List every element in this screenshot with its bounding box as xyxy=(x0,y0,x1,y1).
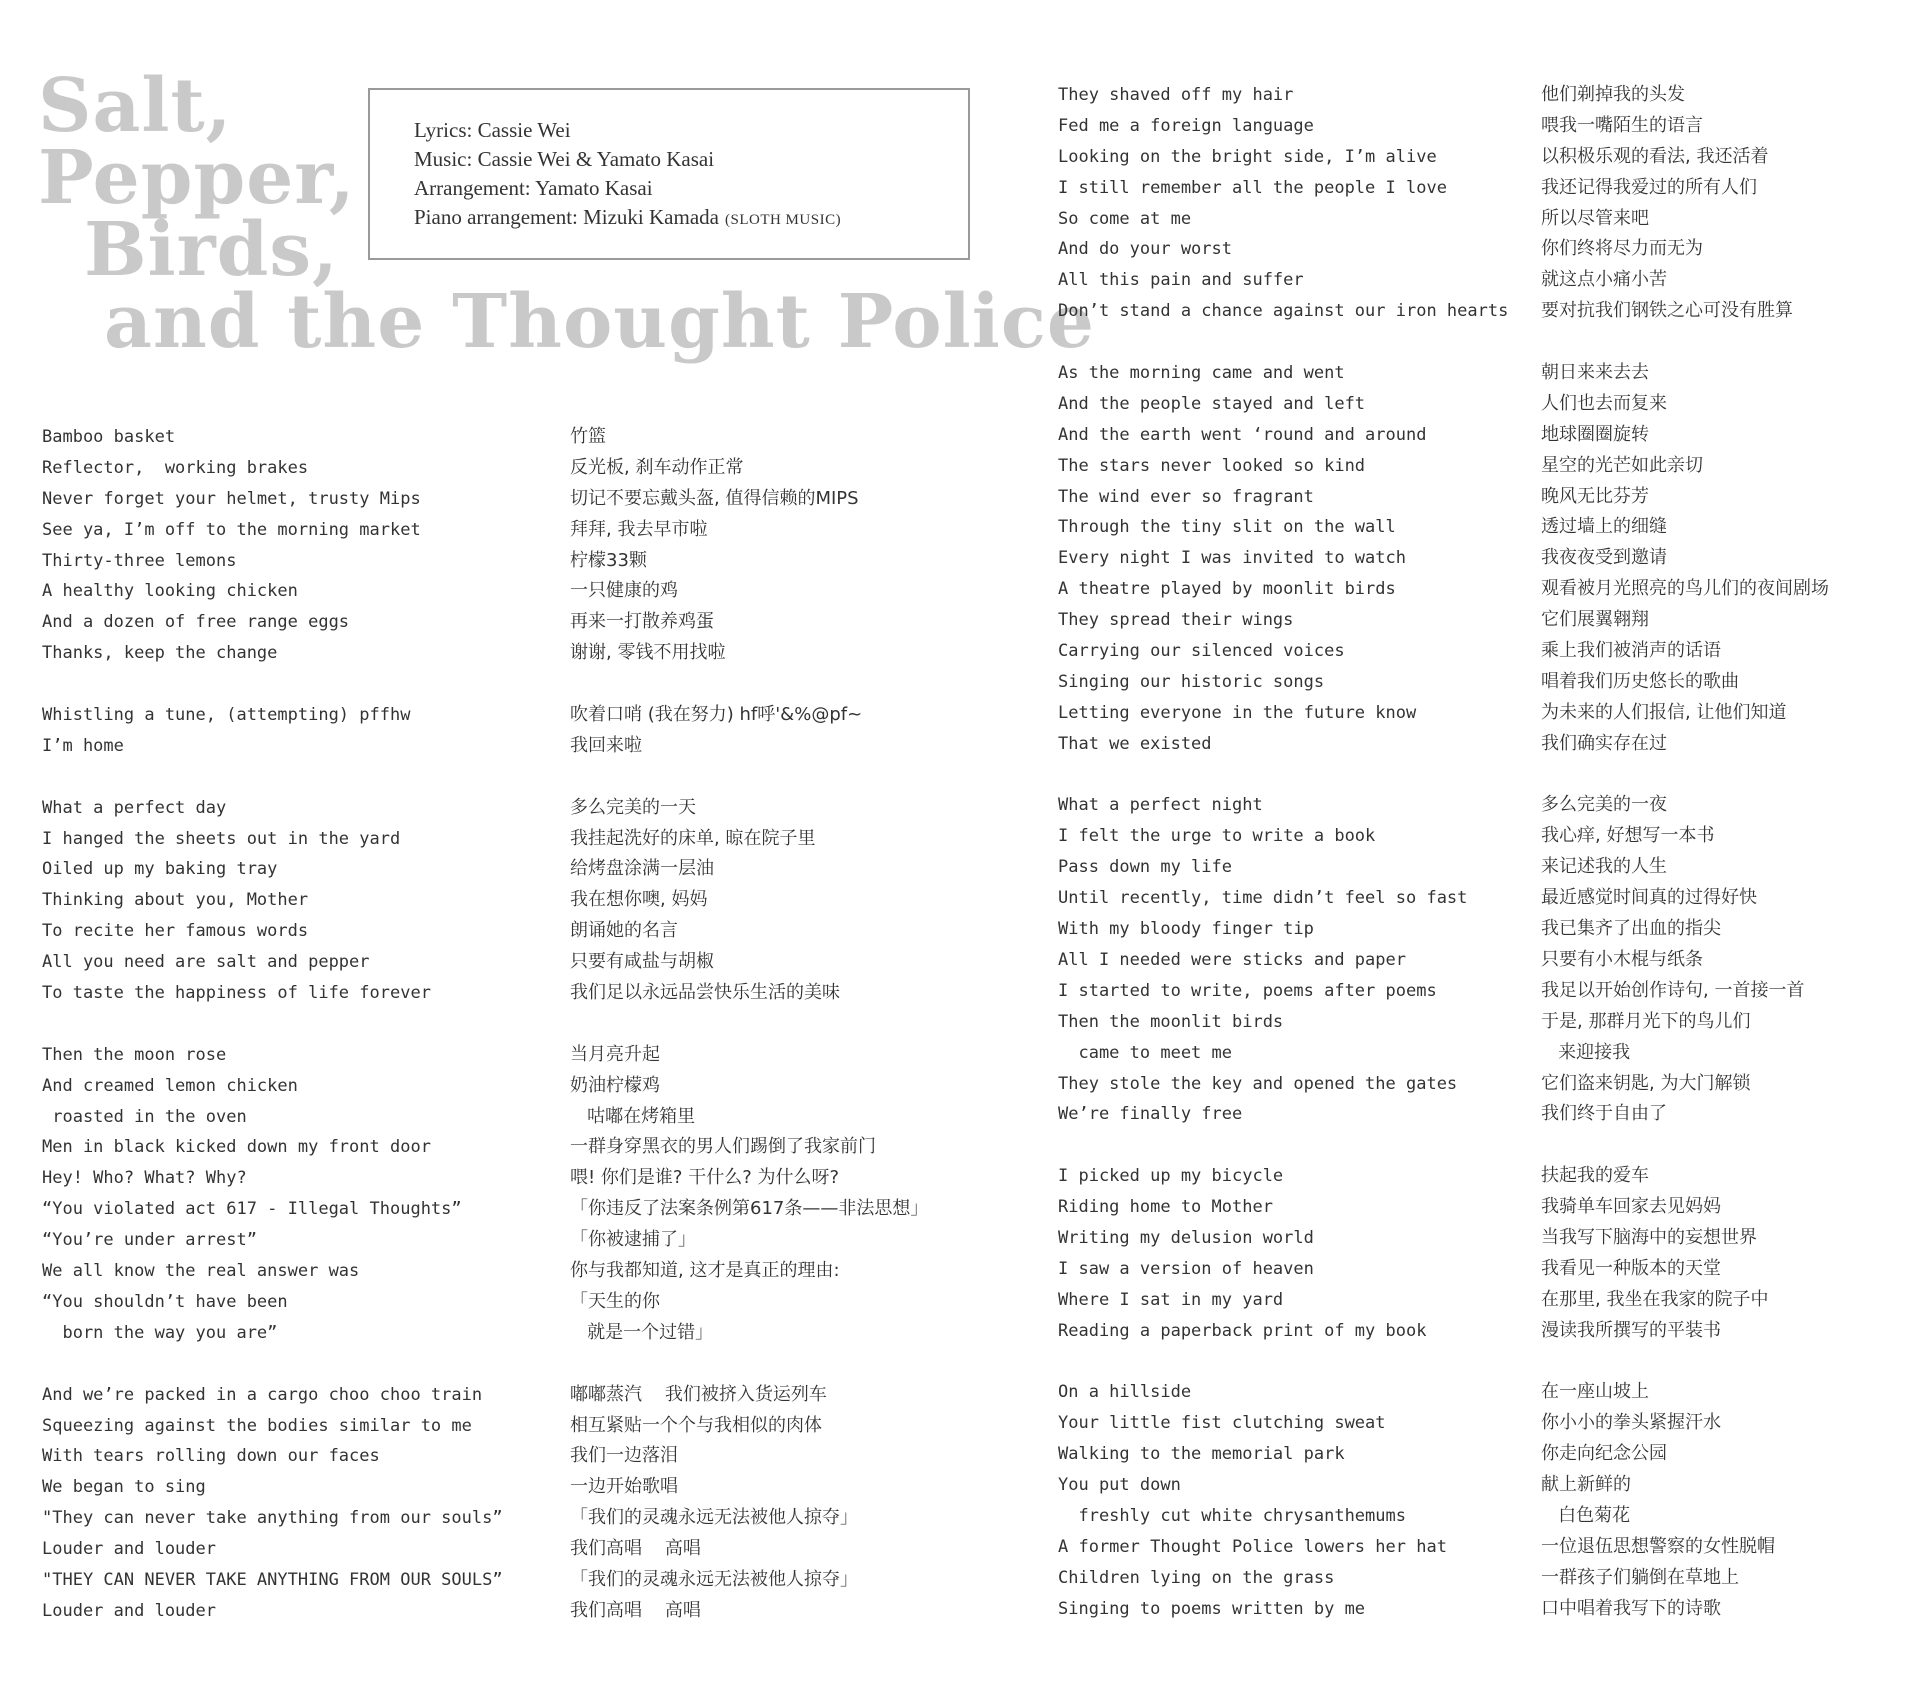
stanza-gap xyxy=(1058,1130,1508,1161)
lyric-line: We all know the real answer was xyxy=(42,1261,360,1282)
stanza-gap xyxy=(570,669,928,700)
lyric-line: A healthy looking chicken xyxy=(42,581,298,602)
lyric-line: 多么完美的一夜 xyxy=(1541,794,1667,816)
lyric-line: 喂我一嘴陌生的语言 xyxy=(1541,114,1703,136)
stanza-gap xyxy=(42,762,503,793)
lyric-line: 我挂起洗好的床单, 晾在院子里 xyxy=(570,827,816,849)
lyric-line: "They can never take anything from our souls” xyxy=(42,1508,503,1529)
lyric-line: 我们足以永远品尝快乐生活的美味 xyxy=(570,982,840,1004)
lyric-line: On a hillside xyxy=(1058,1382,1192,1403)
lyric-line: 我足以开始创作诗句, 一首接一首 xyxy=(1541,979,1805,1001)
credit-piano-line xyxy=(414,203,968,235)
lyric-line: 漫读我所撰写的平装书 xyxy=(1541,1319,1721,1341)
title-line-4: and the Thought Police xyxy=(104,279,1095,365)
stanza-gap xyxy=(1541,760,1829,791)
credit-arrangement: Arrangement: Yamato Kasai xyxy=(414,176,653,200)
lyric-line: 相互紧贴一个个与我相似的肉体 xyxy=(570,1414,822,1436)
lyric-line: Thirty-three lemons xyxy=(42,550,237,571)
lyric-line: 谢谢, 零钱不用找啦 xyxy=(570,642,726,664)
lyric-line: Fed me a foreign language xyxy=(1058,115,1314,136)
lyric-line: A former Thought Police lowers her hat xyxy=(1058,1536,1447,1557)
lyric-line: 于是, 那群月光下的鸟儿们 xyxy=(1541,1010,1751,1032)
lyric-line: 我在想你噢, 妈妈 xyxy=(570,889,708,911)
lyric-line: I’m home xyxy=(42,735,124,756)
lyric-line: 星空的光芒如此亲切 xyxy=(1541,454,1703,476)
lyric-line: We’re finally free xyxy=(1058,1104,1243,1125)
lyric-line: 我们一边落泪 xyxy=(570,1445,678,1467)
lyric-line: And a dozen of free range eggs xyxy=(42,612,350,633)
lyric-line: 它们盗来钥匙, 为大门解锁 xyxy=(1541,1072,1751,1094)
lyric-line: “You violated act 617 - Illegal Thoughts” xyxy=(42,1199,462,1220)
lyric-line: All you need are salt and pepper xyxy=(42,952,370,973)
lyric-line: Children lying on the grass xyxy=(1058,1567,1335,1588)
lyric-line: 你与我都知道, 这才是真正的理由: xyxy=(570,1260,840,1282)
lyric-line: So come at me xyxy=(1058,208,1192,229)
lyric-line: 以积极乐观的看法, 我还活着 xyxy=(1541,145,1769,167)
lyric-line: Bamboo basket xyxy=(42,427,176,447)
lyric-line: 他们剃掉我的头发 xyxy=(1541,84,1685,105)
lyric-line: They shaved off my hair xyxy=(1058,85,1294,105)
lyric-line: 我们高唱 高唱 xyxy=(570,1538,701,1560)
lyric-line: Squeezing against the bodies similar to me xyxy=(42,1415,472,1436)
lyric-line: 拜拜, 我去早市啦 xyxy=(570,518,708,540)
lyric-line: 要对抗我们钢铁之心可没有胜算 xyxy=(1541,300,1793,322)
lyric-line: Whistling a tune, (attempting) pffhw xyxy=(42,705,411,726)
lyric-line: And the earth went ‘round and around xyxy=(1058,424,1427,445)
lyric-line: Your little fist clutching sweat xyxy=(1058,1413,1386,1434)
lyric-line: Letting everyone in the future know xyxy=(1058,702,1417,723)
title-line-1: Salt, xyxy=(38,63,233,149)
lyric-line: Thanks, keep the change xyxy=(42,643,278,664)
lyric-line: 一只健康的鸡 xyxy=(570,580,678,602)
lyric-line: Until recently, time didn’t feel so fast xyxy=(1058,888,1468,909)
lyric-line: 「我们的灵魂永远无法被他人掠夺」 xyxy=(570,1507,858,1529)
lyric-line: Men in black kicked down my front door xyxy=(42,1137,431,1158)
lyric-line: To recite her famous words xyxy=(42,921,309,942)
lyric-line: 我们高唱 高唱 xyxy=(570,1599,701,1621)
lyric-line: I saw a version of heaven xyxy=(1058,1258,1314,1279)
lyric-line: 「我们的灵魂永远无法被他人掠夺」 xyxy=(570,1568,858,1590)
lyric-line: Reflector, working brakes xyxy=(42,457,309,478)
lyric-line: Louder and louder xyxy=(42,1600,216,1621)
lyric-line: Riding home to Mother xyxy=(1058,1197,1273,1218)
lyric-line: “You shouldn’t have been xyxy=(42,1291,288,1312)
stanza-gap xyxy=(1058,760,1508,791)
lyric-line: 你走向纪念公园 xyxy=(1541,1443,1667,1465)
lyric-line: 你小小的拳头紧握汗水 xyxy=(1541,1412,1721,1434)
lyric-line: 我们确实存在过 xyxy=(1541,732,1667,754)
credit-lyrics: Lyrics: Cassie Wei xyxy=(414,118,571,142)
lyric-line: 我心痒, 好想写一本书 xyxy=(1541,825,1715,847)
lyric-line: Don’t stand a chance against our iron hearts xyxy=(1058,301,1509,322)
lyric-line: 为未来的人们报信, 让他们知道 xyxy=(1541,701,1787,723)
lyric-line: Walking to the memorial park xyxy=(1058,1444,1345,1465)
stanza-gap xyxy=(570,1349,928,1380)
lyric-line: Hey! Who? What? Why? xyxy=(42,1168,247,1189)
lyric-line: Every night I was invited to watch xyxy=(1058,548,1406,569)
lyric-line: 我骑单车回家去见妈妈 xyxy=(1541,1196,1721,1218)
lyric-line: 我看见一种版本的天堂 xyxy=(1541,1257,1721,1279)
stanza-gap xyxy=(1541,1130,1829,1161)
stanza-gap xyxy=(570,1009,928,1040)
lyric-line: 「你违反了法案条例第617条——非法思想」 xyxy=(570,1198,929,1220)
stanza-gap xyxy=(42,1349,503,1380)
lyric-line: 最近感觉时间真的过得好快 xyxy=(1541,887,1757,909)
lyric-line: What a perfect day xyxy=(42,797,227,818)
lyric-line: 朗诵她的名言 xyxy=(570,920,678,942)
title-line-2: Pepper, xyxy=(38,135,356,221)
lyric-line: 来记述我的人生 xyxy=(1541,856,1667,878)
lyric-line: Thinking about you, Mother xyxy=(42,890,309,911)
lyric-line: came to meet me xyxy=(1058,1042,1232,1063)
lyric-line: I started to write, poems after poems xyxy=(1058,980,1437,1001)
lyric-line: 竹篮 xyxy=(570,426,606,447)
stanza-gap xyxy=(1058,327,1508,358)
lyric-line: 喂! 你们是谁? 干什么? 为什么呀? xyxy=(570,1167,840,1189)
lyric-line: 乘上我们被消声的话语 xyxy=(1541,640,1721,662)
lyric-line: 一位退伍思想警察的女性脱帽 xyxy=(1541,1535,1775,1557)
lyric-line: Singing to poems written by me xyxy=(1058,1598,1366,1619)
lyric-line: 奶油柠檬鸡 xyxy=(570,1074,660,1096)
lyric-line: Writing my delusion world xyxy=(1058,1227,1314,1248)
lyric-line: 切记不要忘戴头盔, 值得信赖的MIPS xyxy=(570,487,859,509)
stanza-gap xyxy=(42,1009,503,1040)
lyric-line: 白色菊花 xyxy=(1541,1504,1631,1526)
lyric-line: "THEY CAN NEVER TAKE ANYTHING FROM OUR SOULS” xyxy=(42,1569,503,1590)
lyric-line: Carrying our silenced voices xyxy=(1058,641,1345,662)
lyric-line: 朝日来来去去 xyxy=(1541,362,1649,384)
lyric-line: They spread their wings xyxy=(1058,610,1294,631)
lyric-line: 一边开始歌唱 xyxy=(570,1476,678,1498)
lyric-line: With my bloody finger tip xyxy=(1058,919,1314,940)
stanza-gap xyxy=(1541,327,1829,358)
lyric-line: 观看被月光照亮的鸟儿们的夜间剧场 xyxy=(1541,578,1829,600)
lyric-line: 吹着口哨 (我在努力) hf呼'&%@pf~ xyxy=(570,704,863,726)
lyric-line: With tears rolling down our faces xyxy=(42,1446,380,1467)
lyric-line: 再来一打散养鸡蛋 xyxy=(570,611,714,633)
lyric-line: 人们也去而复来 xyxy=(1541,392,1667,414)
lyric-line: We began to sing xyxy=(42,1477,206,1498)
lyric-line: They stole the key and opened the gates xyxy=(1058,1073,1458,1094)
lyric-line: All this pain and suffer xyxy=(1058,270,1304,291)
lyric-line: And do your worst xyxy=(1058,239,1232,260)
lyric-line: And creamed lemon chicken xyxy=(42,1075,298,1096)
lyric-line: Then the moon rose xyxy=(42,1044,227,1065)
title-line-3: Birds, xyxy=(84,207,339,293)
lyric-line: 给烤盘涂满一层油 xyxy=(570,858,714,880)
lyric-line: That we existed xyxy=(1058,733,1212,754)
lyric-line: 就是一个过错」 xyxy=(570,1321,714,1343)
lyric-line: To taste the happiness of life forever xyxy=(42,983,431,1004)
lyric-line: A theatre played by moonlit birds xyxy=(1058,579,1396,600)
lyric-line: 就这点小痛小苦 xyxy=(1541,269,1667,291)
lyric-line: What a perfect night xyxy=(1058,795,1263,816)
lyric-line: All I needed were sticks and paper xyxy=(1058,949,1406,970)
lyric-line: 它们展翼翱翔 xyxy=(1541,609,1649,631)
credit-piano-label: (SLOTH MUSIC) xyxy=(724,212,842,228)
credit-music: Music: Cassie Wei & Yamato Kasai xyxy=(414,147,715,171)
lyrics-column-english-left xyxy=(42,422,503,1627)
lyric-line: 多么完美的一天 xyxy=(570,796,696,818)
lyric-line: 唱着我们历史悠长的歌曲 xyxy=(1541,670,1739,692)
lyric-line: “You’re under arrest” xyxy=(42,1230,257,1251)
lyrics-column-chinese-left xyxy=(570,422,928,1627)
credits-box xyxy=(368,88,970,260)
lyric-line: Reading a paperback print of my book xyxy=(1058,1320,1427,1341)
lyric-line: 透过墙上的细缝 xyxy=(1541,516,1667,538)
lyric-line: 一群孩子们躺倒在草地上 xyxy=(1541,1566,1739,1588)
lyric-line: 只要有咸盐与胡椒 xyxy=(570,951,714,973)
lyric-line: 扶起我的爱车 xyxy=(1541,1165,1649,1187)
lyric-line: 反光板, 刹车动作正常 xyxy=(570,456,744,478)
stanza-gap xyxy=(570,762,928,793)
lyric-line: 晚风无比芬芳 xyxy=(1541,485,1649,507)
lyric-line: And we’re packed in a cargo choo choo train xyxy=(42,1384,483,1405)
lyric-line: I felt the urge to write a book xyxy=(1058,826,1376,847)
lyric-line: 我们终于自由了 xyxy=(1541,1103,1667,1125)
lyric-line: Looking on the bright side, I’m alive xyxy=(1058,146,1437,167)
lyric-line: Never forget your helmet, trusty Mips xyxy=(42,488,421,509)
lyric-line: 我还记得我爱过的所有人们 xyxy=(1541,176,1757,198)
lyrics-column-chinese-right xyxy=(1541,80,1829,1625)
lyric-line: 在一座山坡上 xyxy=(1541,1381,1649,1403)
lyric-line: 来迎接我 xyxy=(1541,1041,1631,1063)
lyric-line: born the way you are” xyxy=(42,1322,278,1343)
lyric-line: 我已集齐了出血的指尖 xyxy=(1541,918,1721,940)
lyric-line: The wind ever so fragrant xyxy=(1058,486,1314,507)
lyrics-column-english-right xyxy=(1058,80,1508,1625)
credit-piano: Piano arrangement: Mizuki Kamada xyxy=(414,205,719,229)
lyric-line: 献上新鲜的 xyxy=(1541,1474,1631,1496)
lyric-line: Louder and louder xyxy=(42,1539,216,1560)
lyric-line: The stars never looked so kind xyxy=(1058,455,1366,476)
lyric-line: 柠檬33颗 xyxy=(570,549,647,571)
lyric-line: freshly cut white chrysanthemums xyxy=(1058,1505,1406,1526)
lyric-line: 所以尽管来吧 xyxy=(1541,207,1649,229)
lyric-line: 当月亮升起 xyxy=(570,1043,660,1065)
lyric-line: As the morning came and went xyxy=(1058,363,1345,384)
lyric-line: Through the tiny slit on the wall xyxy=(1058,517,1396,538)
lyric-line: 「天生的你 xyxy=(570,1290,660,1312)
stanza-gap xyxy=(1058,1347,1508,1378)
lyric-line: I hanged the sheets out in the yard xyxy=(42,828,401,849)
lyric-line: Pass down my life xyxy=(1058,857,1232,878)
lyric-line: Then the moonlit birds xyxy=(1058,1011,1284,1032)
lyric-line: 当我写下脑海中的妄想世界 xyxy=(1541,1226,1757,1248)
lyric-line: 在那里, 我坐在我家的院子中 xyxy=(1541,1288,1769,1310)
lyric-line: 一群身穿黑衣的男人们踢倒了我家前门 xyxy=(570,1136,876,1158)
lyric-line: I picked up my bicycle xyxy=(1058,1166,1284,1187)
lyric-line: Oiled up my baking tray xyxy=(42,859,278,880)
lyric-line: 我夜夜受到邀请 xyxy=(1541,547,1667,569)
lyric-line: Singing our historic songs xyxy=(1058,671,1325,692)
lyric-line: 你们终将尽力而无为 xyxy=(1541,238,1703,260)
lyric-line: And the people stayed and left xyxy=(1058,393,1366,414)
lyric-line: 咕嘟在烤箱里 xyxy=(570,1105,696,1127)
lyric-line: See ya, I’m off to the morning market xyxy=(42,519,421,540)
lyric-line: roasted in the oven xyxy=(42,1106,247,1127)
lyric-line: Where I sat in my yard xyxy=(1058,1289,1284,1310)
lyric-line: 我回来啦 xyxy=(570,734,642,756)
lyric-line: 地球圈圈旋转 xyxy=(1541,423,1649,445)
lyric-line: I still remember all the people I love xyxy=(1058,177,1447,198)
lyric-line: 「你被逮捕了」 xyxy=(570,1229,696,1251)
stanza-gap xyxy=(42,669,503,700)
lyric-line: 只要有小木棍与纸条 xyxy=(1541,948,1703,970)
lyric-line: You put down xyxy=(1058,1475,1181,1496)
lyric-line: 口中唱着我写下的诗歌 xyxy=(1541,1597,1721,1619)
stanza-gap xyxy=(1541,1347,1829,1378)
lyric-line: 嘟嘟蒸汽 我们被挤入货运列车 xyxy=(570,1383,827,1405)
